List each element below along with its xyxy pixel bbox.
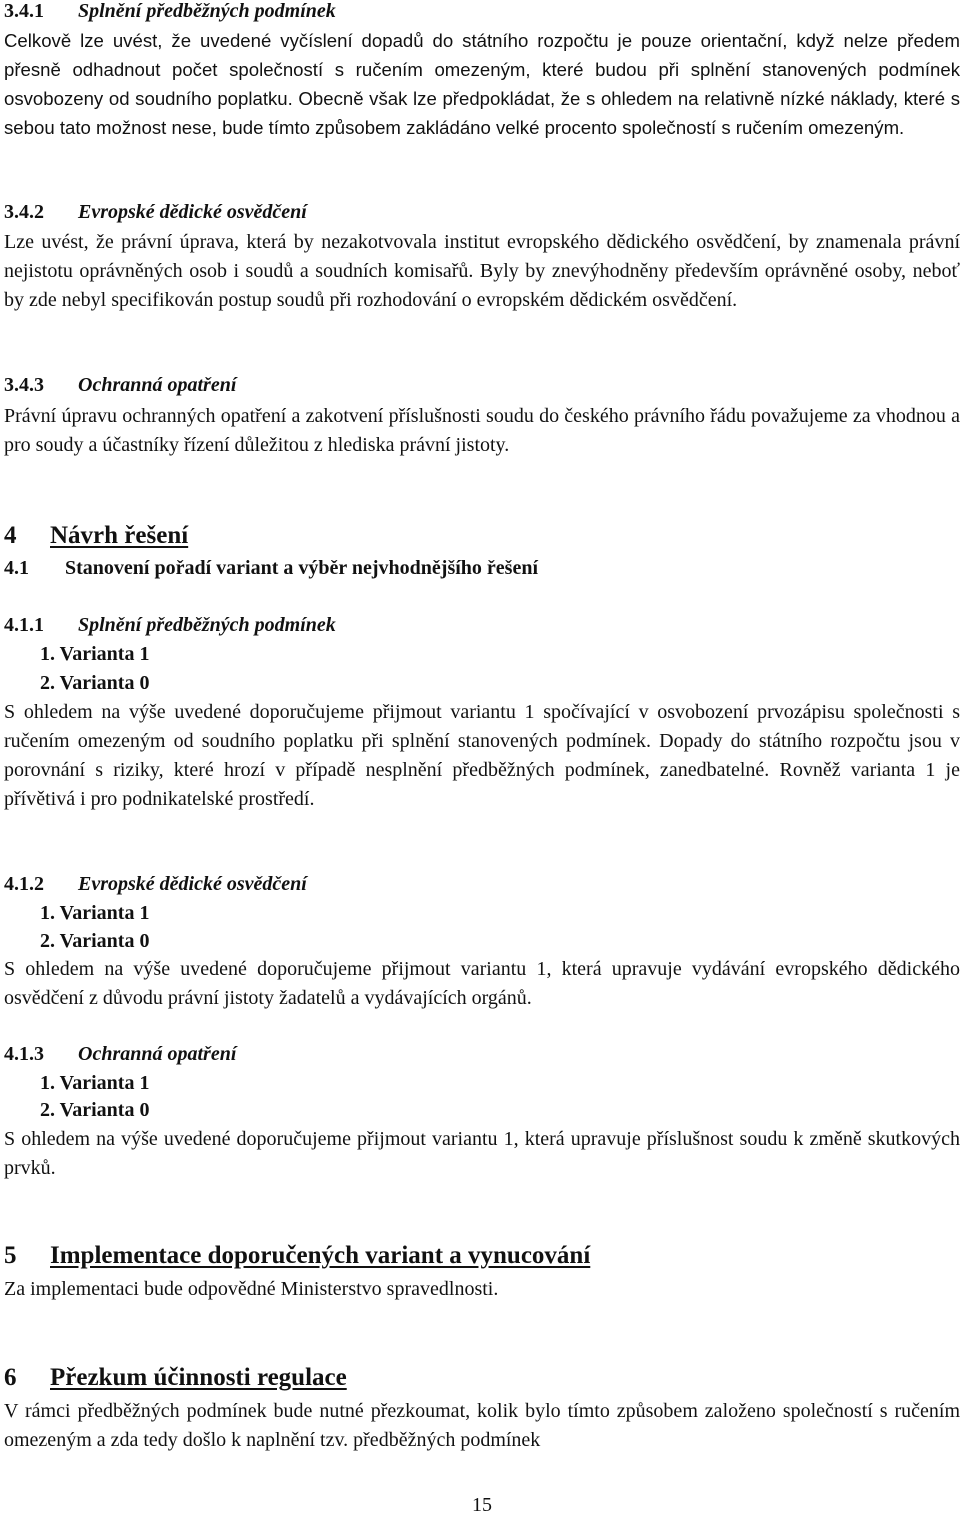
heading-title: Přezkum účinnosti regulace [50,1364,347,1391]
heading-number: 4.1 [4,557,29,579]
heading-title: Ochranná opatření [78,1043,237,1065]
heading-title: Splnění předběžných podmínek [78,0,336,22]
heading-title: Evropské dědické osvědčení [78,873,307,895]
paragraph-4-1-3: S ohledem na výše uvedené doporučujeme přijmout variantu 1, která upravuje příslušnost soudu k změně skutkových prvků. [4,1128,960,1179]
heading-4-1-3 [4,1043,236,1066]
variant-0-item: 2. Varianta 0 [40,1099,150,1121]
heading-3-4-2 [4,201,307,224]
heading-4-1-1 [4,614,336,637]
paragraph-3-4-3: Právní úpravu ochranných opatření a zakotvení příslušnosti soudu do českého právního řádu považujeme za vhodnou a pro soudy a účastníky řízení důležitou z hlediska právní jistoty. [4,405,960,456]
heading-number: 3.4.1 [4,0,44,22]
page-number: 15 [472,1494,492,1516]
paragraph-3-4-1: Celkově lze uvést, že uvedené vyčíslení dopadů do státního rozpočtu je pouze orientační, když nelze předem přesně odhadnout počet společností s ručením omezeným, které budou při splnění stanovených podmínek osvobozeny od soudního poplatku. Obecně však lze předpokládat, že s ohledem na relativně nízké náklady, které s sebou tato možnost nese, bude tímto způsobem zakládáno velké procento společností s ručením omezeným. [4,30,960,138]
heading-5 [4,1242,590,1270]
heading-6 [4,1364,347,1392]
heading-number: 4.1.1 [4,614,44,636]
heading-4-1 [4,557,538,580]
heading-title: Splnění předběžných podmínek [78,614,336,636]
variant-0-item: 2. Varianta 0 [40,930,150,952]
heading-3-4-1 [4,0,336,23]
paragraph-5: Za implementaci bude odpovědné Ministerstvo spravedlnosti. [4,1278,499,1300]
heading-3-4-3 [4,374,236,397]
heading-number: 3.4.2 [4,201,44,223]
heading-4 [4,522,188,550]
variant-0-item: 2. Varianta 0 [40,672,150,694]
heading-4-1-2 [4,873,307,896]
heading-number: 4 [4,522,17,549]
heading-title: Návrh řešení [50,522,189,549]
heading-number: 4.1.2 [4,873,44,895]
variant-1-item: 1. Varianta 1 [40,643,150,665]
heading-title: Implementace doporučených variant a vynucování [50,1242,591,1269]
heading-title: Ochranná opatření [78,374,237,396]
heading-number: 6 [4,1364,17,1391]
heading-number: 4.1.3 [4,1043,44,1065]
paragraph-4-1-1: S ohledem na výše uvedené doporučujeme přijmout variantu 1 spočívající v osvobození prvozápisu společnosti s ručením omezeným od soudního poplatku při splnění stanovených podmínek. Dopady do státního rozpočtu jsou v porovnání s riziky, které hrozí v případě nesplnění předběžných podmínek, zanedbatelné. Rovněž varianta 1 je přívětivá i pro podnikatelské prostředí. [4,701,960,810]
paragraph-6: V rámci předběžných podmínek bude nutné přezkoumat, kolik bylo tímto způsobem založeno společností s ručením omezeným a zda tedy došlo k naplnění tzv. předběžných podmínek [4,1400,960,1451]
heading-title: Evropské dědické osvědčení [78,201,307,223]
heading-number: 5 [4,1242,17,1269]
variant-1-item: 1. Varianta 1 [40,1072,150,1094]
heading-title: Stanovení pořadí variant a výběr nejvhodnějšího řešení [65,557,538,579]
variant-1-item: 1. Varianta 1 [40,902,150,924]
paragraph-3-4-2: Lze uvést, že právní úprava, která by nezakotvovala institut evropského dědického osvědčení, by znamenala právní nejistotu oprávněných osob i soudů a soudních komisařů. Byly by znevýhodněny především oprávněné osoby, neboť by zde nebyl specifikován postup soudů při rozhodování o evropském dědickém osvědčení. [4,231,960,311]
paragraph-4-1-2: S ohledem na výše uvedené doporučujeme přijmout variantu 1, která upravuje vydávání evropského dědického osvědčení z důvodu právní jistoty žadatelů a vydávajících orgánů. [4,958,960,1009]
heading-number: 3.4.3 [4,374,44,396]
